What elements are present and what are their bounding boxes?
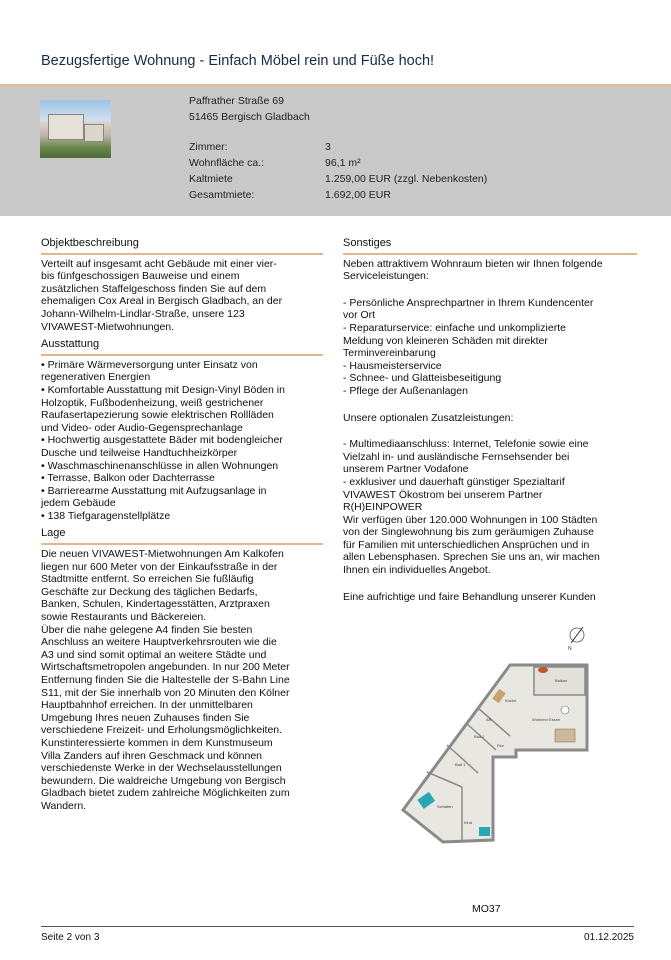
- label-total-rent: Gesamtmiete:: [189, 189, 255, 201]
- street: Paffrather Straße 69: [189, 95, 284, 107]
- footer: [41, 926, 634, 943]
- room-kueche: Küche: [505, 698, 517, 703]
- label-cold-rent: Kaltmiete: [189, 173, 233, 185]
- page-number: Seite 2 von 3: [41, 932, 100, 943]
- floor-plan: [395, 620, 605, 850]
- room-schlafen: Schlafen: [437, 804, 453, 809]
- room-ar: AR: [486, 717, 492, 722]
- summary-band: [0, 84, 671, 216]
- room-balkon: Balkon: [555, 678, 568, 683]
- compass-icon: [568, 627, 584, 652]
- object-code: MO37: [472, 903, 501, 915]
- label-area: Wohnfläche ca.:: [189, 157, 265, 169]
- text-services: - Persönliche Ansprechpartner in Ihrem Kundencenter vor Ort - Reparaturservice: einfache und unkomplizierte Meldung von kleineren Schäden mit direkter Terminvereinbarung - Hausmeisterservice - Schnee- und Glatteisbeseitigung - Pflege der Außenanlagen: [343, 296, 594, 397]
- compass-north: N: [568, 646, 572, 652]
- heading-objekt: Objektbeschreibung: [41, 237, 323, 255]
- text-intro: Neben attraktivem Wohnraum bieten wir Ihnen folgende Serviceleistungen:: [343, 257, 603, 283]
- building-photo: [40, 100, 111, 158]
- heading-sonstiges: Sonstiges: [343, 237, 637, 255]
- room-bad2: Bad 2: [474, 734, 485, 739]
- heading-lage: Lage: [41, 527, 323, 545]
- city: 51465 Bergisch Gladbach: [189, 111, 310, 123]
- value-cold-rent: 1.259,00 EUR (zzgl. Nebenkosten): [325, 173, 488, 185]
- value-rooms: 3: [325, 141, 331, 153]
- left-column: [41, 237, 323, 818]
- page-title: Bezugsfertige Wohnung - Einfach Möbel rein und Füße hoch!: [41, 53, 435, 69]
- text-ausstattung: • Primäre Wärmeversorgung unter Einsatz von regenerativen Energien • Komfortable Ausstattung mit Design-Vinyl Böden in Holzoptik, Fußbodenheizung, weiß gestrichener Raufasertapezierung sowie elektrischen Rollläden und Video- oder Audio-Gegensprechanlage • Hochwertig ausgestattete Bäder mit bodengleicher Dusche und teilweise Handtuchheizkörper • Waschmaschinenanschlüsse in allen Wohnungen • Terrasse, Balkon oder Dachterrasse • Barrierearme Ausstattung mit Aufzugsanlage in jedem Gebäude • 138 Tiefgaragenstellplätze: [41, 358, 285, 522]
- room-flur: Flur: [497, 743, 504, 748]
- label-rooms: Zimmer:: [189, 141, 228, 153]
- right-column: [343, 237, 637, 608]
- text-closing: Eine aufrichtige und faire Behandlung unserer Kunden: [343, 590, 596, 603]
- text-lage: Die neuen VIVAWEST-Mietwohnungen Am Kalkofen liegen nur 600 Meter von der Einkaufsstraße in der Stadtmitte entfernt. So erreichen Sie fußläufig Geschäfte zur Deckung des täglichen Bedarfs, Banken, Schulen, Kindertagesstätten, Arztpraxen sowie Restaurants und Bäckereien. Über die nahe gelegene A4 finden Sie besten Anschluss an weitere Hauptverkehrsrouten wie die A3 und sind somit optimal an weitere Städte und Wirtschaftsmetropolen angebunden. In nur 200 Meter Entfernung finden Sie die Haltestelle der S-Bahn Line S11, mit der Sie innerhalb von 20 Minuten den Kölner Hauptbahnhof erreichen. In der unmittelbaren Umgebung Ihres neuen Zuhauses finden Sie verschiedene Freizeit- und Erholungsmöglichkeiten. Kunstinteressierte kommen in dem Kunstmuseum Villa Zanders auf ihren Geschmack und können verschiedenste Werke in der Wechselausstellungen bewundern. Die waldreiche Umgebung von Bergisch Gladbach bietet zudem zahlreiche Möglichkeiten zum Wandern.: [41, 548, 290, 812]
- text-optional: - Multimediaanschluss: Internet, Telefonie sowie eine Vielzahl in- und ausländische Fernsehsender bei unserem Partner Vodafone - exklusiver und dauerhaft günstiger Spezialtarif VIVAWEST Ökostrom bei unserem Partner R(H)EINPOWER Wir verfügen über 120.000 Wohnungen in 100 Städten von der Singlewohnung bis zum geräumigen Zuhause für Familien mit unterschiedlichen Ansprüchen und in allen Lebensphasen. Sprechen Sie uns an, wir machen Ihnen ein individuelles Angebot.: [343, 438, 600, 577]
- room-kind: Kind: [464, 820, 473, 825]
- value-total-rent: 1.692,00 EUR: [325, 189, 391, 201]
- value-area: 96,1 m²: [325, 157, 361, 169]
- room-wohnen: Wohnen/ Essen: [532, 717, 561, 722]
- room-bad1: Bad 1: [455, 762, 466, 767]
- text-objekt: Verteilt auf insgesamt acht Gebäude mit einer vier- bis fünfgeschossigen Bauweise und einem zusätzlichen Staffelgeschoss finden Sie auf dem ehemaligen Cox Areal in Bergisch Gladbach, an der Johann-Wilhelm-Lindlar-Straße, unsere 123 VIVAWEST-Mietwohnungen.: [41, 257, 283, 333]
- text-optional-heading: Unsere optionalen Zusatzleistungen:: [343, 411, 514, 424]
- heading-ausstattung: Ausstattung: [41, 338, 323, 356]
- date: 01.12.2025: [583, 932, 634, 943]
